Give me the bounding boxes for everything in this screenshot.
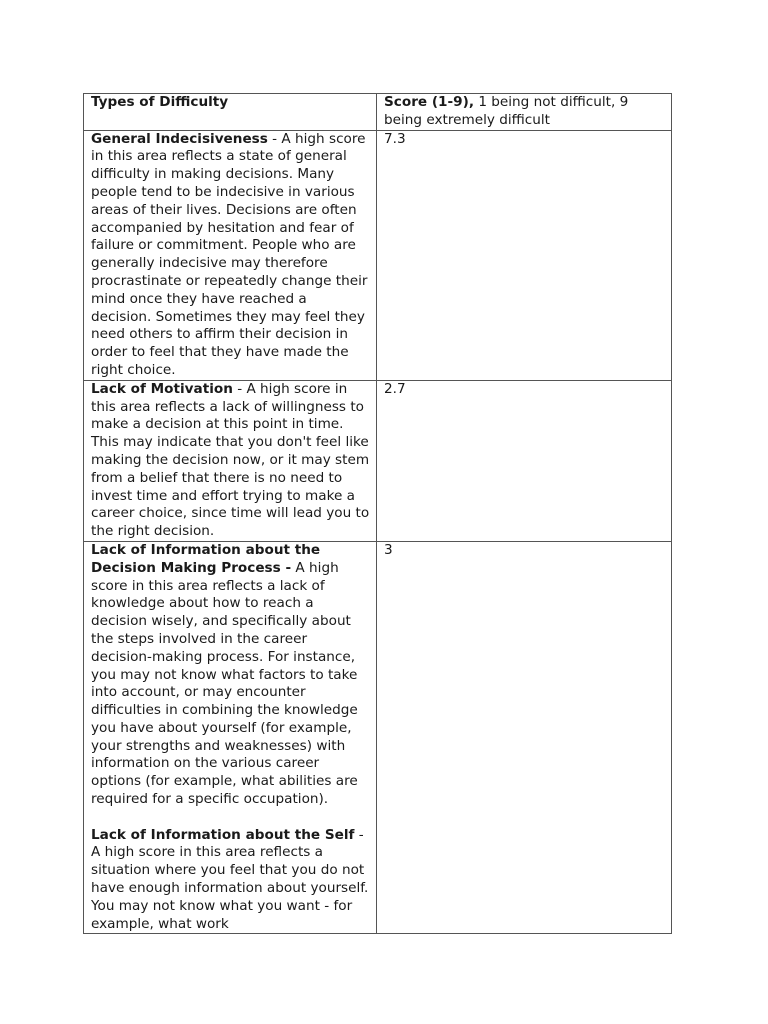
- difficulty-title: Lack of Information about the Decision Making Process -: [91, 541, 321, 576]
- score-cell: [377, 541, 672, 934]
- header-types-cell: [84, 94, 377, 131]
- difficulty-paragraph: [91, 542, 370, 809]
- difficulty-description: - A high score in this area reflects a state of general difficulty in making decisions. Many people tend to be indecisive in various areas of their lives. Decisions are often accompanied by hesitation and fear of failure or commitment. People who are generally indecisive may therefore procrastinate or repeatedly change their mind once they have reached a decision. Sometimes they may feel they need others to affirm their decision in order to feel that they have made the right choice.: [91, 130, 368, 378]
- header-score-label: Score (1-9),: [384, 94, 474, 110]
- header-types-label: Types of Difficulty: [91, 94, 229, 110]
- difficulty-title: General Indecisiveness: [91, 130, 268, 147]
- difficulty-description-cell: [84, 380, 377, 541]
- difficulty-description: - A high score in this area reflects a situation where you feel that you do not have enough information about yourself. You may not know what you want - for example, what work: [91, 826, 369, 932]
- score-cell: [377, 130, 672, 380]
- score-cell: [377, 380, 672, 541]
- table-row: [84, 380, 672, 541]
- difficulty-description-cell: [84, 130, 377, 380]
- score-value: 7.3: [384, 130, 406, 147]
- difficulty-description: - A high score in this area reflects a lack of willingness to make a decision at this point in time. This may indicate that you don't feel like making the decision now, or it may stem from a belief that there is no need to invest time and effort trying to make a career choice, since time will lead you to the right decision.: [91, 380, 370, 540]
- difficulty-title: Lack of Information about the Self: [91, 826, 355, 843]
- table-row: [84, 130, 672, 380]
- difficulty-score-table: [83, 93, 672, 934]
- score-value: 2.7: [384, 380, 406, 397]
- paragraph-spacer: [91, 809, 370, 827]
- table-row: [84, 541, 672, 934]
- difficulty-paragraph: [91, 827, 370, 934]
- score-value: 3: [384, 541, 393, 558]
- header-score-description: 1 being not difficult, 9 being extremely difficult: [384, 94, 629, 128]
- difficulty-description: A high score in this area reflects a lack of knowledge about how to reach a decision wisely, and specifically about the steps involved in the career decision-making process. For instance, you may not know what factors to take into account, or may encounter difficulties in combining the knowledge you have about yourself (for example, your strengths and weaknesses) with information on the various career options (for example, what abilities are required for a specific occupation).: [91, 559, 358, 808]
- table-header-row: [84, 94, 672, 131]
- difficulty-description-cell: [84, 541, 377, 934]
- header-score-cell: [377, 94, 672, 131]
- difficulty-title: Lack of Motivation: [91, 380, 233, 397]
